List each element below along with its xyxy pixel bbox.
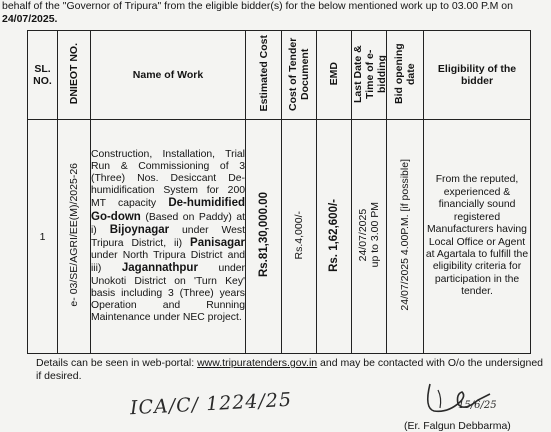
signature-icon	[420, 378, 500, 418]
table-header-row	[28, 31, 531, 120]
tender-table	[27, 30, 531, 354]
header-dnieot-no: DNIEOT NO.	[58, 31, 91, 120]
header-emd: EMD	[317, 31, 352, 120]
header-estimated-cost: Estimated Cost	[246, 31, 282, 120]
details-text: Details can be seen in web-portal: www.tripuratenders.gov.in and may be contacted with O/o the undersigned if desired.	[36, 357, 544, 382]
intro-sentence: behalf of the "Governor of Tripura" from the eligible bidder(s) for the below mentioned work up to 03.00 P.M on	[2, 0, 513, 12]
header-eligibility: Eligibility of the bidder	[424, 31, 531, 120]
header-sl-no: SL. NO.	[28, 31, 58, 120]
cell-estimated-cost: Rs.81,30,000.00	[246, 120, 282, 354]
cell-last-date: 24/07/2025 up to 3.00 PM	[352, 120, 387, 354]
signature-date: 15/6/25	[458, 400, 497, 411]
cell-dnieot-no: e- 03/SE/AGRI/EE(M)/2025-26	[58, 120, 91, 354]
cell-eligibility: From the reputed, experienced & financially sound registered Manufacturers having Local Office or Agent at Agartala to fulfill the eligibility criteria for participation in the tender.	[424, 120, 531, 354]
handwritten-reference: ICA/C/ 1224/25	[129, 388, 293, 420]
cell-emd: Rs. 1,62,600/-	[317, 120, 352, 354]
header-cost-of-tender-document: Cost of Tender Document	[282, 31, 317, 120]
cell-sl-no: 1	[28, 120, 58, 354]
intro-date: 24/07/2025.	[2, 13, 58, 25]
table-row	[28, 120, 531, 354]
cell-tender-doc-cost: Rs.4,000/-	[282, 120, 317, 354]
cell-bid-opening: 24/07/2025 4.00P.M. [if possible]	[387, 120, 424, 354]
header-name-of-work: Name of Work	[91, 31, 246, 120]
header-last-date: Last Date & Time of e-bidding	[352, 31, 387, 120]
cell-name-of-work: Construction, Installation, Trial Run & Commissioning of 3 (Three) Nos. Desiccant De-humidification System for 200 MT capacity De-humidified Go-down (Based on Paddy) at i) Bijoynagar under West Tripura District, ii) Panisagar under North Tripura District and iii) Jagannathpur under Unokoti District on 'Turn Key' basis including 3 (Three) years Operation and Running Maintenance under NEC project.	[91, 120, 246, 354]
signer-name: (Er. Falgun Debbarma)	[404, 420, 511, 432]
header-bid-opening-date: Bid opening date	[387, 31, 424, 120]
tenders-portal-link[interactable]: www.tripuratenders.gov.in	[197, 357, 318, 369]
intro-text	[2, 0, 550, 26]
